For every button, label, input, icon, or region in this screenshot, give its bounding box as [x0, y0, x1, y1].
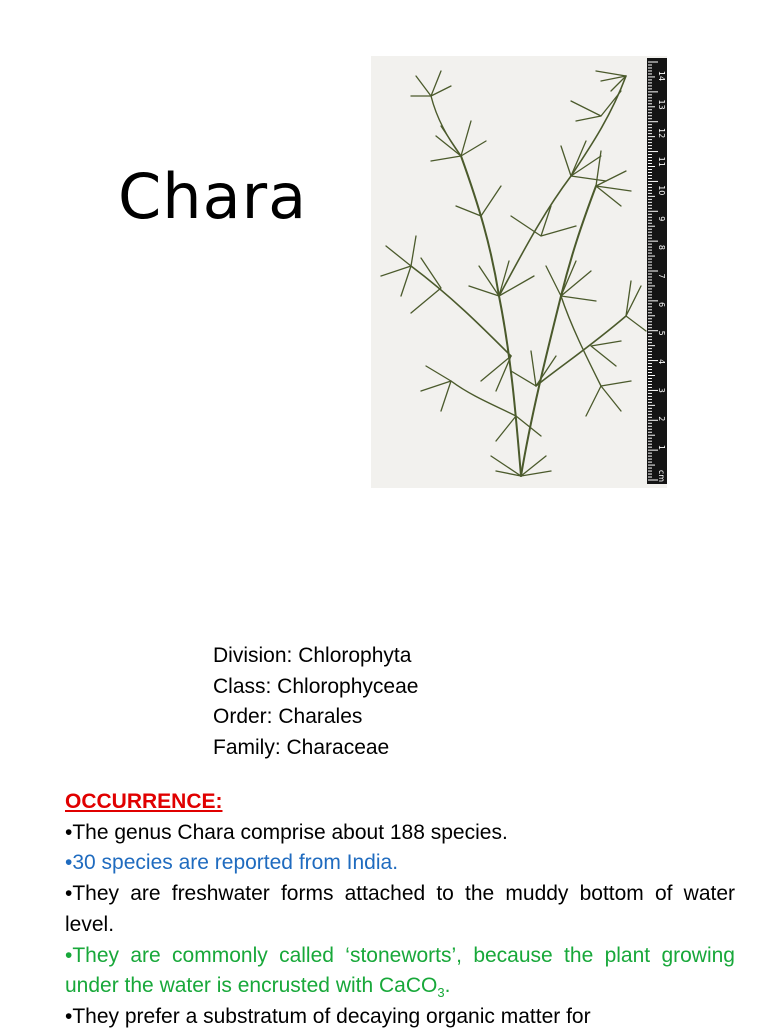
ruler-label: cm [657, 469, 666, 483]
occurrence-heading: OCCURRENCE: [65, 790, 223, 813]
ruler-label: 7 [657, 273, 666, 279]
point-species-count: •The genus Chara comprise about 188 species. [65, 820, 508, 844]
ruler-label: 5 [657, 330, 666, 336]
point-india-species: •30 species are reported from India. [65, 851, 399, 875]
ruler-label: 11 [657, 156, 666, 167]
family-line: Family: Characeae [213, 735, 390, 759]
specimen-photo [371, 56, 667, 488]
stoneworts-suffix: . [444, 974, 451, 998]
point-freshwater: •They are freshwater forms attached to the muddy bottom of water level. [65, 882, 735, 936]
ruler-label: 9 [657, 216, 666, 222]
ruler-label: 8 [657, 244, 666, 250]
point-substratum: •They prefer a substratum of decaying organic matter for [65, 1004, 591, 1028]
ruler-label: 13 [657, 99, 666, 110]
page-title: Chara [118, 160, 308, 233]
taxonomy-list [213, 641, 418, 763]
ruler-label: 1 [657, 444, 666, 450]
ruler-label: 4 [657, 359, 666, 365]
stoneworts-text: •They are commonly called ‘stoneworts’, because the plant growing under the water is encrusted with CaCO [65, 943, 735, 998]
ruler [647, 58, 667, 484]
occurrence-section [65, 787, 735, 1033]
ruler-label: 3 [657, 387, 666, 393]
ruler-label: 2 [657, 416, 666, 422]
caco3-subscript: 3 [437, 985, 445, 1001]
ruler-label: 12 [657, 128, 666, 139]
ruler-label: 14 [657, 70, 666, 82]
chara-plant-illustration [371, 56, 667, 488]
point-stoneworts [65, 941, 735, 1002]
division-line: Division: Chlorophyta [213, 644, 412, 667]
class-line: Class: Chlorophyceae [213, 674, 419, 698]
order-line: Order: Charales [213, 705, 363, 728]
ruler-label: 6 [657, 302, 666, 308]
ruler-label: 10 [657, 185, 666, 196]
